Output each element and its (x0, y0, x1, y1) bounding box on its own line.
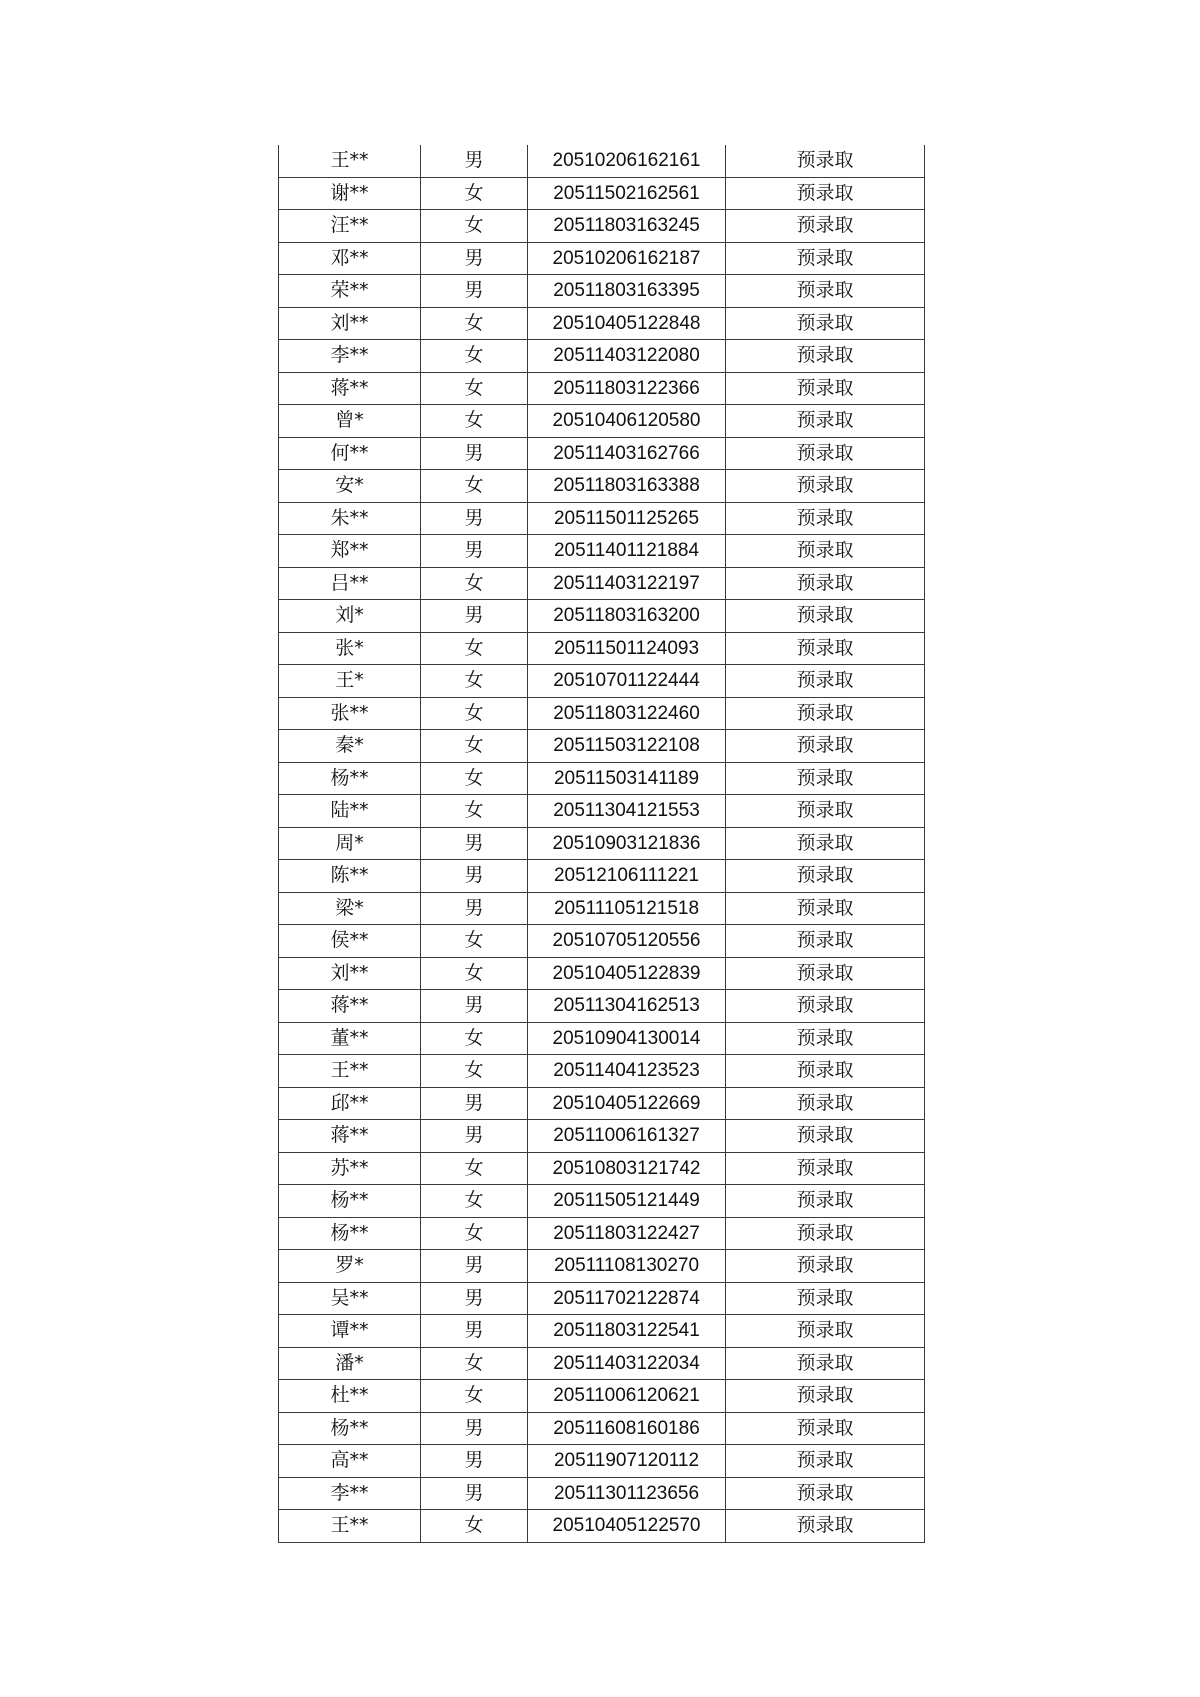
cell-name: 郑** (279, 535, 421, 568)
cell-name: 蒋** (279, 1120, 421, 1153)
cell-gender: 女 (421, 1022, 528, 1055)
cell-gender: 男 (421, 437, 528, 470)
cell-candidate-number: 20510701122444 (528, 665, 726, 698)
table-row (279, 1412, 925, 1445)
cell-name: 邓** (279, 242, 421, 275)
table-row (279, 470, 925, 503)
cell-candidate-number: 20511803122366 (528, 372, 726, 405)
table-row (279, 1445, 925, 1478)
cell-name: 陈** (279, 860, 421, 893)
cell-candidate-number: 20510803121742 (528, 1152, 726, 1185)
table-row (279, 210, 925, 243)
cell-name: 周* (279, 827, 421, 860)
cell-gender: 女 (421, 307, 528, 340)
table-row (279, 405, 925, 438)
cell-status: 预录取 (726, 405, 925, 438)
table-row (279, 1185, 925, 1218)
cell-candidate-number: 20511803163388 (528, 470, 726, 503)
cell-status: 预录取 (726, 1315, 925, 1348)
table-row (279, 957, 925, 990)
cell-candidate-number: 20511608160186 (528, 1412, 726, 1445)
table-row (279, 762, 925, 795)
table-row (279, 1510, 925, 1543)
table-row (279, 990, 925, 1023)
cell-status: 预录取 (726, 1477, 925, 1510)
cell-name: 刘** (279, 307, 421, 340)
cell-status: 预录取 (726, 795, 925, 828)
cell-name: 李** (279, 340, 421, 373)
cell-gender: 女 (421, 697, 528, 730)
cell-gender: 女 (421, 372, 528, 405)
table-row (279, 730, 925, 763)
cell-gender: 男 (421, 275, 528, 308)
admission-table-body (279, 145, 925, 1542)
table-row (279, 925, 925, 958)
cell-candidate-number: 20510405122570 (528, 1510, 726, 1543)
cell-candidate-number: 20511503141189 (528, 762, 726, 795)
cell-candidate-number: 20511108130270 (528, 1250, 726, 1283)
cell-name: 张** (279, 697, 421, 730)
table-row (279, 340, 925, 373)
cell-name: 吕** (279, 567, 421, 600)
table-row (279, 1217, 925, 1250)
cell-status: 预录取 (726, 535, 925, 568)
cell-status: 预录取 (726, 1152, 925, 1185)
cell-status: 预录取 (726, 1022, 925, 1055)
cell-name: 刘** (279, 957, 421, 990)
cell-candidate-number: 20510904130014 (528, 1022, 726, 1055)
cell-candidate-number: 20511304121553 (528, 795, 726, 828)
cell-gender: 女 (421, 632, 528, 665)
cell-name: 曾* (279, 405, 421, 438)
cell-name: 李** (279, 1477, 421, 1510)
cell-name: 潘* (279, 1347, 421, 1380)
cell-status: 预录取 (726, 242, 925, 275)
cell-name: 罗* (279, 1250, 421, 1283)
cell-gender: 男 (421, 892, 528, 925)
table-row (279, 567, 925, 600)
cell-gender: 男 (421, 1087, 528, 1120)
cell-gender: 女 (421, 1347, 528, 1380)
cell-gender: 男 (421, 502, 528, 535)
cell-status: 预录取 (726, 957, 925, 990)
table-row (279, 600, 925, 633)
cell-candidate-number: 20511401121884 (528, 535, 726, 568)
cell-candidate-number: 20511403122080 (528, 340, 726, 373)
cell-candidate-number: 20511803122541 (528, 1315, 726, 1348)
cell-candidate-number: 20511503122108 (528, 730, 726, 763)
table-row (279, 1347, 925, 1380)
cell-status: 预录取 (726, 340, 925, 373)
cell-status: 预录取 (726, 1347, 925, 1380)
table-row (279, 1152, 925, 1185)
cell-candidate-number: 20510206162187 (528, 242, 726, 275)
table-row (279, 275, 925, 308)
cell-status: 预录取 (726, 860, 925, 893)
cell-gender: 女 (421, 1217, 528, 1250)
cell-gender: 女 (421, 1185, 528, 1218)
cell-name: 邱** (279, 1087, 421, 1120)
cell-name: 朱** (279, 502, 421, 535)
cell-candidate-number: 20511006161327 (528, 1120, 726, 1153)
table-row (279, 502, 925, 535)
cell-name: 何** (279, 437, 421, 470)
cell-gender: 男 (421, 827, 528, 860)
cell-gender: 女 (421, 1380, 528, 1413)
table-row (279, 177, 925, 210)
cell-candidate-number: 20510705120556 (528, 925, 726, 958)
table-row (279, 892, 925, 925)
cell-status: 预录取 (726, 925, 925, 958)
cell-status: 预录取 (726, 502, 925, 535)
cell-status: 预录取 (726, 307, 925, 340)
cell-gender: 男 (421, 1120, 528, 1153)
cell-gender: 女 (421, 730, 528, 763)
table-row (279, 795, 925, 828)
cell-gender: 女 (421, 957, 528, 990)
table-row (279, 1477, 925, 1510)
cell-status: 预录取 (726, 470, 925, 503)
cell-gender: 女 (421, 665, 528, 698)
cell-gender: 女 (421, 925, 528, 958)
cell-status: 预录取 (726, 567, 925, 600)
cell-name: 王** (279, 145, 421, 177)
table-row (279, 1282, 925, 1315)
cell-name: 秦* (279, 730, 421, 763)
cell-status: 预录取 (726, 210, 925, 243)
cell-candidate-number: 20511803122460 (528, 697, 726, 730)
cell-name: 蒋** (279, 990, 421, 1023)
cell-status: 预录取 (726, 1380, 925, 1413)
cell-candidate-number: 20511803122427 (528, 1217, 726, 1250)
table-row (279, 860, 925, 893)
cell-candidate-number: 20511501125265 (528, 502, 726, 535)
cell-gender: 男 (421, 1315, 528, 1348)
cell-gender: 男 (421, 600, 528, 633)
cell-candidate-number: 20511006120621 (528, 1380, 726, 1413)
cell-candidate-number: 20510405122669 (528, 1087, 726, 1120)
cell-status: 预录取 (726, 697, 925, 730)
table-row (279, 437, 925, 470)
cell-candidate-number: 20511301123656 (528, 1477, 726, 1510)
cell-status: 预录取 (726, 990, 925, 1023)
cell-gender: 男 (421, 145, 528, 177)
cell-candidate-number: 20511702122874 (528, 1282, 726, 1315)
cell-name: 侯** (279, 925, 421, 958)
cell-name: 汪** (279, 210, 421, 243)
cell-status: 预录取 (726, 372, 925, 405)
table-row (279, 145, 925, 177)
cell-candidate-number: 20510206162161 (528, 145, 726, 177)
cell-name: 谢** (279, 177, 421, 210)
table-row (279, 307, 925, 340)
cell-candidate-number: 20511404123523 (528, 1055, 726, 1088)
table-row (279, 665, 925, 698)
cell-candidate-number: 20510903121836 (528, 827, 726, 860)
cell-candidate-number: 20511403162766 (528, 437, 726, 470)
cell-candidate-number: 20512106111221 (528, 860, 726, 893)
cell-status: 预录取 (726, 145, 925, 177)
cell-gender: 女 (421, 762, 528, 795)
cell-status: 预录取 (726, 1250, 925, 1283)
cell-name: 董** (279, 1022, 421, 1055)
cell-name: 荣** (279, 275, 421, 308)
cell-gender: 女 (421, 470, 528, 503)
cell-status: 预录取 (726, 1282, 925, 1315)
cell-name: 杜** (279, 1380, 421, 1413)
cell-status: 预录取 (726, 1087, 925, 1120)
cell-name: 王* (279, 665, 421, 698)
cell-status: 预录取 (726, 1510, 925, 1543)
cell-name: 梁* (279, 892, 421, 925)
table-row (279, 1380, 925, 1413)
cell-status: 预录取 (726, 1120, 925, 1153)
cell-status: 预录取 (726, 275, 925, 308)
cell-status: 预录取 (726, 1412, 925, 1445)
cell-candidate-number: 20511803163200 (528, 600, 726, 633)
cell-name: 苏** (279, 1152, 421, 1185)
cell-gender: 男 (421, 242, 528, 275)
cell-gender: 男 (421, 1412, 528, 1445)
cell-name: 张* (279, 632, 421, 665)
cell-name: 蒋** (279, 372, 421, 405)
cell-status: 预录取 (726, 177, 925, 210)
cell-gender: 男 (421, 1477, 528, 1510)
cell-candidate-number: 20510406120580 (528, 405, 726, 438)
cell-status: 预录取 (726, 632, 925, 665)
cell-name: 王** (279, 1510, 421, 1543)
cell-candidate-number: 20511803163245 (528, 210, 726, 243)
cell-name: 吴** (279, 1282, 421, 1315)
cell-name: 谭** (279, 1315, 421, 1348)
cell-status: 预录取 (726, 730, 925, 763)
table-row (279, 632, 925, 665)
cell-gender: 男 (421, 1250, 528, 1283)
table-row (279, 1120, 925, 1153)
table-row (279, 1315, 925, 1348)
cell-candidate-number: 20511501124093 (528, 632, 726, 665)
table-row (279, 697, 925, 730)
cell-status: 预录取 (726, 1185, 925, 1218)
cell-candidate-number: 20510405122839 (528, 957, 726, 990)
cell-candidate-number: 20511403122197 (528, 567, 726, 600)
cell-status: 预录取 (726, 1055, 925, 1088)
cell-name: 王** (279, 1055, 421, 1088)
cell-gender: 女 (421, 177, 528, 210)
cell-gender: 女 (421, 1510, 528, 1543)
cell-name: 高** (279, 1445, 421, 1478)
cell-gender: 女 (421, 405, 528, 438)
table-row (279, 1250, 925, 1283)
cell-candidate-number: 20511803163395 (528, 275, 726, 308)
cell-gender: 男 (421, 1282, 528, 1315)
cell-status: 预录取 (726, 665, 925, 698)
cell-candidate-number: 20511907120112 (528, 1445, 726, 1478)
cell-gender: 男 (421, 535, 528, 568)
table-row (279, 1087, 925, 1120)
table-row (279, 827, 925, 860)
cell-gender: 女 (421, 567, 528, 600)
table-row (279, 1055, 925, 1088)
cell-status: 预录取 (726, 1217, 925, 1250)
cell-gender: 男 (421, 1445, 528, 1478)
cell-status: 预录取 (726, 437, 925, 470)
cell-name: 杨** (279, 1217, 421, 1250)
table-row (279, 372, 925, 405)
cell-candidate-number: 20511505121449 (528, 1185, 726, 1218)
cell-gender: 女 (421, 795, 528, 828)
cell-status: 预录取 (726, 762, 925, 795)
cell-status: 预录取 (726, 600, 925, 633)
cell-name: 陆** (279, 795, 421, 828)
cell-gender: 女 (421, 210, 528, 243)
table-row (279, 242, 925, 275)
cell-name: 杨** (279, 762, 421, 795)
table-row (279, 1022, 925, 1055)
cell-name: 杨** (279, 1412, 421, 1445)
cell-candidate-number: 20511304162513 (528, 990, 726, 1023)
cell-candidate-number: 20511105121518 (528, 892, 726, 925)
cell-gender: 男 (421, 860, 528, 893)
cell-status: 预录取 (726, 827, 925, 860)
cell-name: 安* (279, 470, 421, 503)
cell-status: 预录取 (726, 892, 925, 925)
cell-candidate-number: 20511403122034 (528, 1347, 726, 1380)
admission-table (278, 145, 925, 1543)
cell-gender: 女 (421, 1055, 528, 1088)
cell-name: 杨** (279, 1185, 421, 1218)
cell-name: 刘* (279, 600, 421, 633)
table-row (279, 535, 925, 568)
cell-status: 预录取 (726, 1445, 925, 1478)
cell-gender: 女 (421, 340, 528, 373)
cell-candidate-number: 20511502162561 (528, 177, 726, 210)
cell-candidate-number: 20510405122848 (528, 307, 726, 340)
cell-gender: 男 (421, 990, 528, 1023)
cell-gender: 女 (421, 1152, 528, 1185)
